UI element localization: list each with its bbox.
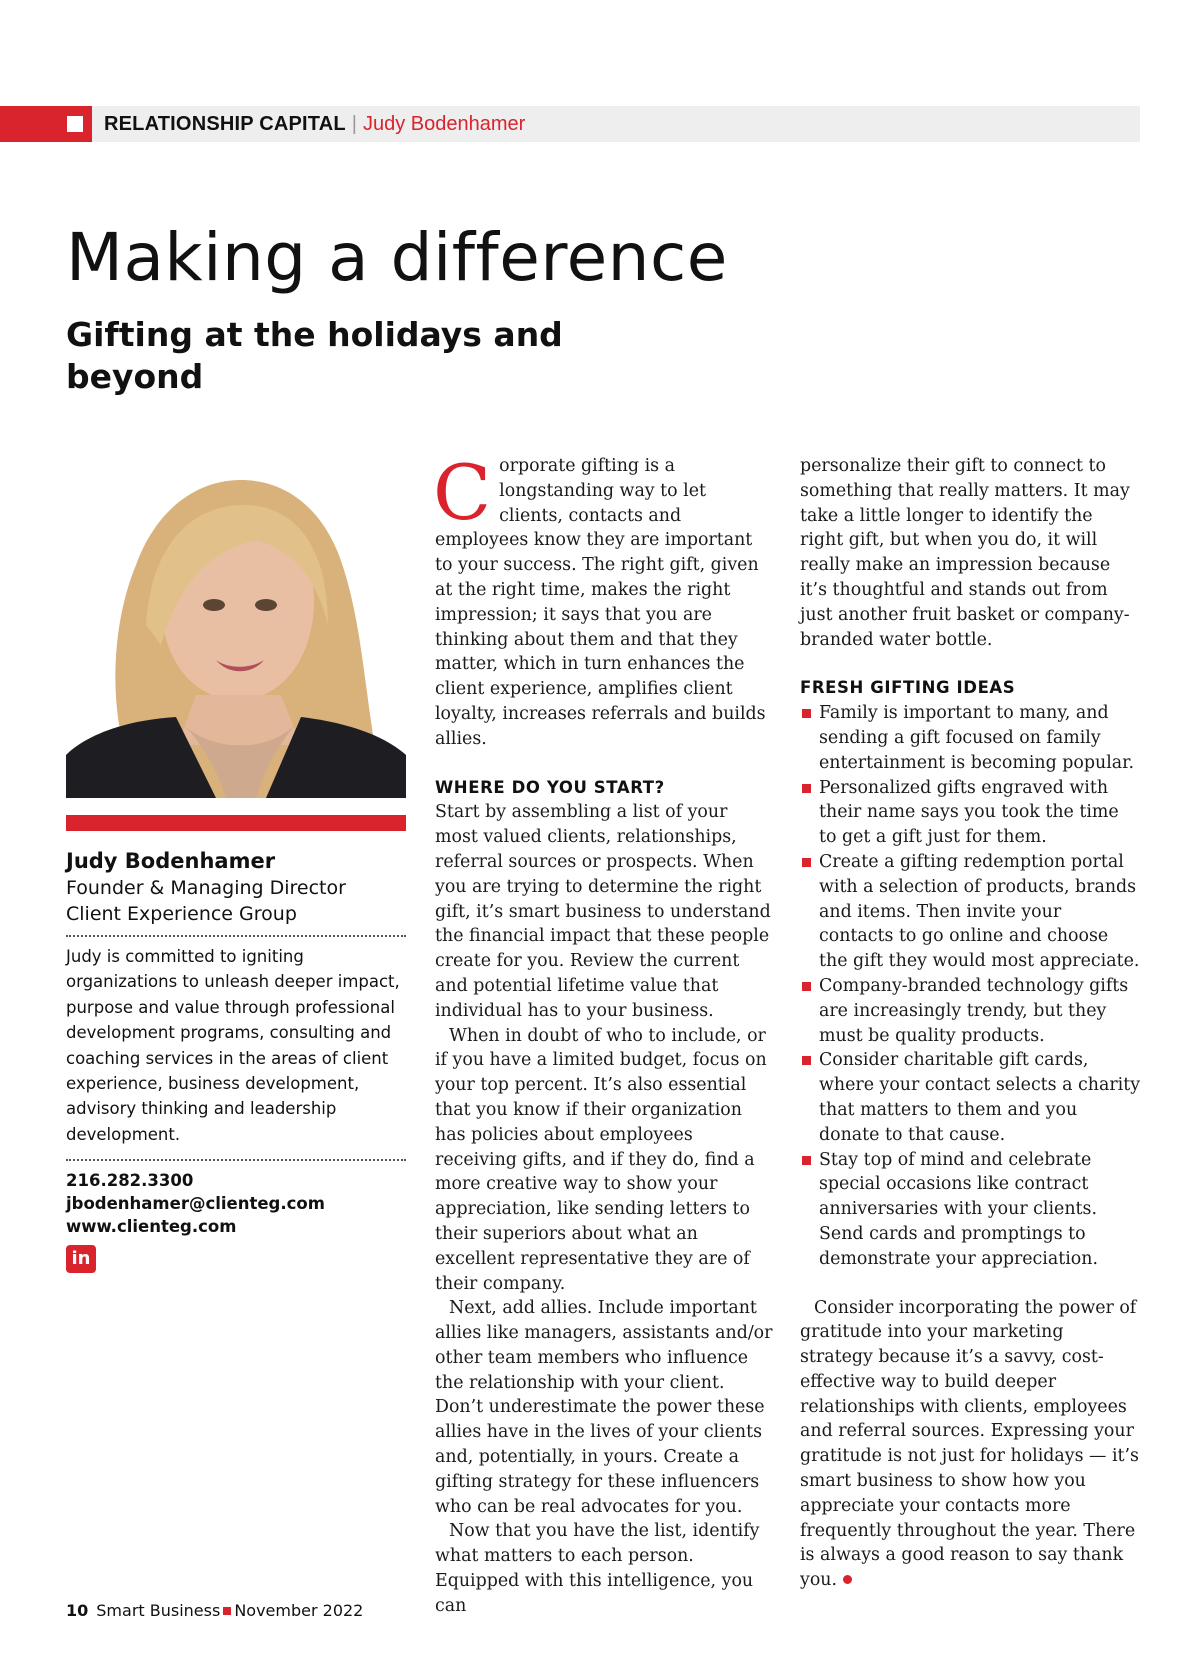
page-number: 10 — [66, 1601, 89, 1620]
section-name: RELATIONSHIP CAPITAL — [104, 113, 346, 135]
list-item: Stay top of mind and celebrate special occasions like contract anniversaries with your clients. Send cards and promptings to demonstrate your appreciation. — [800, 1148, 1140, 1272]
linkedin-icon[interactable]: in — [66, 1245, 96, 1273]
bullet-icon — [802, 784, 811, 793]
bullet-icon — [802, 1056, 811, 1065]
subhead-where-to-start: WHERE DO YOU START? — [435, 777, 665, 797]
bio-name: Judy Bodenhamer — [66, 849, 276, 873]
article-column-middle — [433, 448, 775, 1619]
bio-divider — [66, 1159, 406, 1161]
list-item: Family is important to many, and sending a gift focused on family entertainment is becoming popular. — [800, 701, 1140, 775]
header-author: Judy Bodenhamer — [363, 113, 526, 135]
bio-description: Judy is committed to igniting organizations to unleash deeper impact, purpose and value through professional development programs, consulting and coaching services in the areas of client experience, business development, advisory thinking and leadership development. — [66, 947, 400, 1144]
header-separator: | — [351, 113, 357, 135]
bullet-icon — [802, 982, 811, 991]
author-photo — [66, 455, 406, 798]
article-closing: Consider incorporating the power of gratitude into your marketing strategy because it’s a savvy, cost-effective way to build deeper relationships with clients, employees and referral sources. Expressing your gratitude is not just for holidays — it’s smart business to show how you appreciate your contacts more frequently throughout the year. There is always a good reason to say thank you. — [800, 1297, 1139, 1591]
article-column-right — [800, 454, 1140, 1593]
list-item: Create a gifting redemption portal with a selection of products, brands and items. Then invite your contacts to go online and choose the gift they would most appreciate. — [800, 850, 1140, 974]
issue-date: November 2022 — [234, 1601, 364, 1620]
article-paragraph: personalize their gift to connect to something that really matters. It may take a little longer to identify the right gift, but when you do, it will really make an impression because it’s thoughtful and stands out from just another fruit basket or company-branded water bottle. — [800, 456, 1130, 650]
bullet-icon — [802, 1156, 811, 1165]
list-item: Company-branded technology gifts are increasingly trendy, but they must be quality products. — [800, 974, 1140, 1048]
bullet-icon — [802, 858, 811, 867]
page-footer — [66, 1601, 363, 1621]
section-header-text — [104, 106, 525, 142]
article-paragraph: Start by assembling a list of your most valued clients, relationships, referral sources or prospects. When you are trying to determine the right gift, it’s smart business to understand the financial impact that these people create for you. Review the current and potential lifetime value that individual has to your business. — [435, 802, 771, 1021]
subhead-fresh-gifting-ideas: FRESH GIFTING IDEAS — [800, 678, 1016, 698]
section-header-accent — [0, 106, 92, 142]
bio-divider — [66, 935, 406, 937]
bio-website[interactable]: www.clienteg.com — [66, 1217, 237, 1236]
end-mark-icon — [843, 1575, 852, 1584]
article-intro — [433, 448, 775, 752]
publication-name: Smart Business — [96, 1601, 221, 1620]
list-item: Consider charitable gift cards, where your contact selects a charity that matters to them and you donate to that cause. — [800, 1048, 1140, 1147]
bio-email[interactable]: jbodenhamer@clienteg.com — [66, 1194, 325, 1213]
section-header — [0, 106, 1140, 142]
article-paragraph: Next, add allies. Include important allies like managers, assistants and/or other team members who influence the relationship with your client. Don’t underestimate the power these allies have in the lives of your clients and, potentially, in yours. Create a gifting strategy for these influencers who can be real advocates for you. — [435, 1298, 773, 1517]
intro-text: orporate gifting is a longstanding way to let clients, contacts and employees know they are important to your success. The right gift, given at the right time, makes the right impression; it says that you are thinking about them and that they matter, which in turn enhances the client experience, amplifies client loyalty, increases referrals and builds allies. — [435, 456, 766, 749]
article-paragraph: Now that you have the list, identify what matters to each person. Equipped with this intelligence, you can — [435, 1521, 760, 1616]
square-separator-icon — [223, 1607, 231, 1615]
list-item: Personalized gifts engraved with their name says you took the time to get a gift just for them. — [800, 776, 1140, 850]
bio-phone: 216.282.3300 — [66, 1171, 194, 1190]
article-title: Making a difference — [66, 219, 728, 296]
gifting-ideas-list — [800, 701, 1140, 1271]
drop-cap: C — [433, 448, 492, 537]
square-icon — [67, 116, 83, 132]
bio-company: Client Experience Group — [66, 903, 297, 925]
article-subtitle: Gifting at the holidays and beyond — [66, 315, 563, 396]
article-paragraph: When in doubt of who to include, or if you have a limited budget, focus on your top percent. It’s also essential that you know if their organization has policies about employees receiving gifts, and if they do, find a more creative way to show your appreciation, like sending letters to their superiors about what an excellent representative they are of their company. — [435, 1025, 767, 1294]
bullet-icon — [802, 709, 811, 718]
bio-role: Founder & Managing Director — [66, 877, 346, 899]
photo-accent-bar — [66, 815, 406, 831]
